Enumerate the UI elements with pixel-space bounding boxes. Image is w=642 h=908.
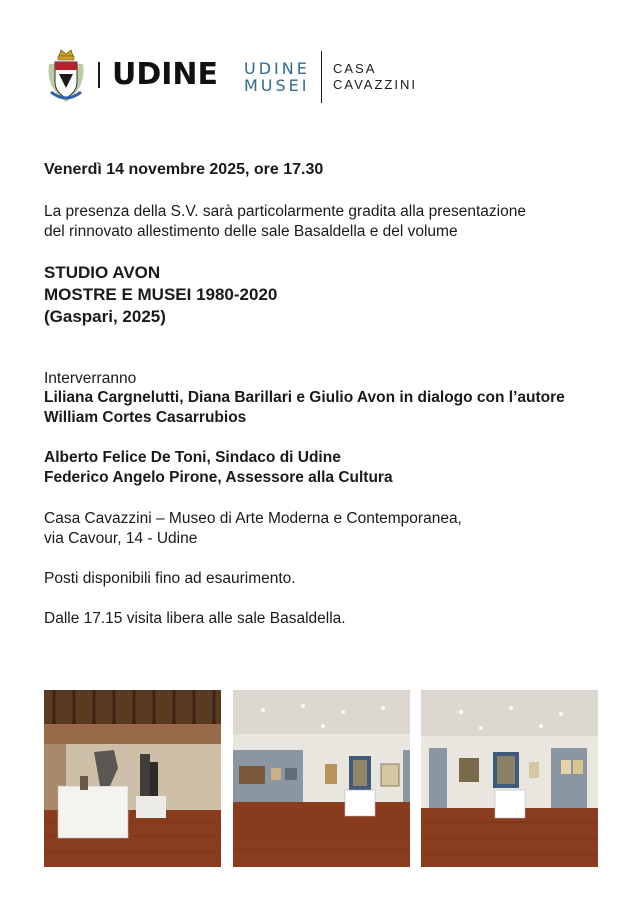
event-date: Venerdì 14 novembre 2025, ore 17.30 — [44, 161, 324, 178]
seats-note: Posti disponibili fino ad esaurimento. — [44, 570, 296, 587]
casa-logo-line1: CASA — [333, 61, 377, 76]
visit-note: Dalle 17.15 visita libera alle sale Basaldella. — [44, 610, 346, 627]
udine-logo-text: UDINE — [112, 57, 219, 92]
header-divider — [98, 62, 100, 88]
musei-logo-line2: MUSEI — [244, 76, 310, 95]
book-publisher: (Gaspari, 2025) — [44, 307, 166, 326]
intro-line-2: del rinnovato allestimento delle sale Basaldella e del volume — [44, 223, 458, 240]
speakers-line-2: William Cortes Casarrubios — [44, 409, 247, 426]
official-assessor: Federico Angelo Pirone, Assessore alla Cultura — [44, 469, 393, 486]
casa-logo-line2: CAVAZZINI — [333, 77, 417, 92]
udine-crest-icon — [45, 48, 87, 104]
speakers-line-1: Liliana Cargnelutti, Diana Barillari e Giulio Avon in dialogo con l’autore — [44, 389, 565, 406]
gallery-photo-3 — [421, 690, 598, 867]
musei-logo-line1: UDINE — [244, 59, 310, 78]
casa-cavazzini-logo — [333, 61, 417, 93]
gallery-photo-2 — [233, 690, 410, 867]
logo-divider — [321, 51, 322, 103]
gallery-photo-1 — [44, 690, 221, 867]
official-mayor: Alberto Felice De Toni, Sindaco di Udine — [44, 449, 341, 466]
venue-line-1: Casa Cavazzini – Museo di Arte Moderna e Contemporanea, — [44, 510, 462, 527]
venue-line-2: via Cavour, 14 - Udine — [44, 530, 198, 547]
udine-musei-logo — [244, 60, 310, 94]
book-title-2: MOSTRE E MUSEI 1980-2020 — [44, 285, 278, 304]
book-title-1: STUDIO AVON — [44, 263, 161, 282]
speakers-label: Interverranno — [44, 370, 137, 387]
intro-line-1: La presenza della S.V. sarà particolarmente gradita alla presentazione — [44, 203, 526, 220]
